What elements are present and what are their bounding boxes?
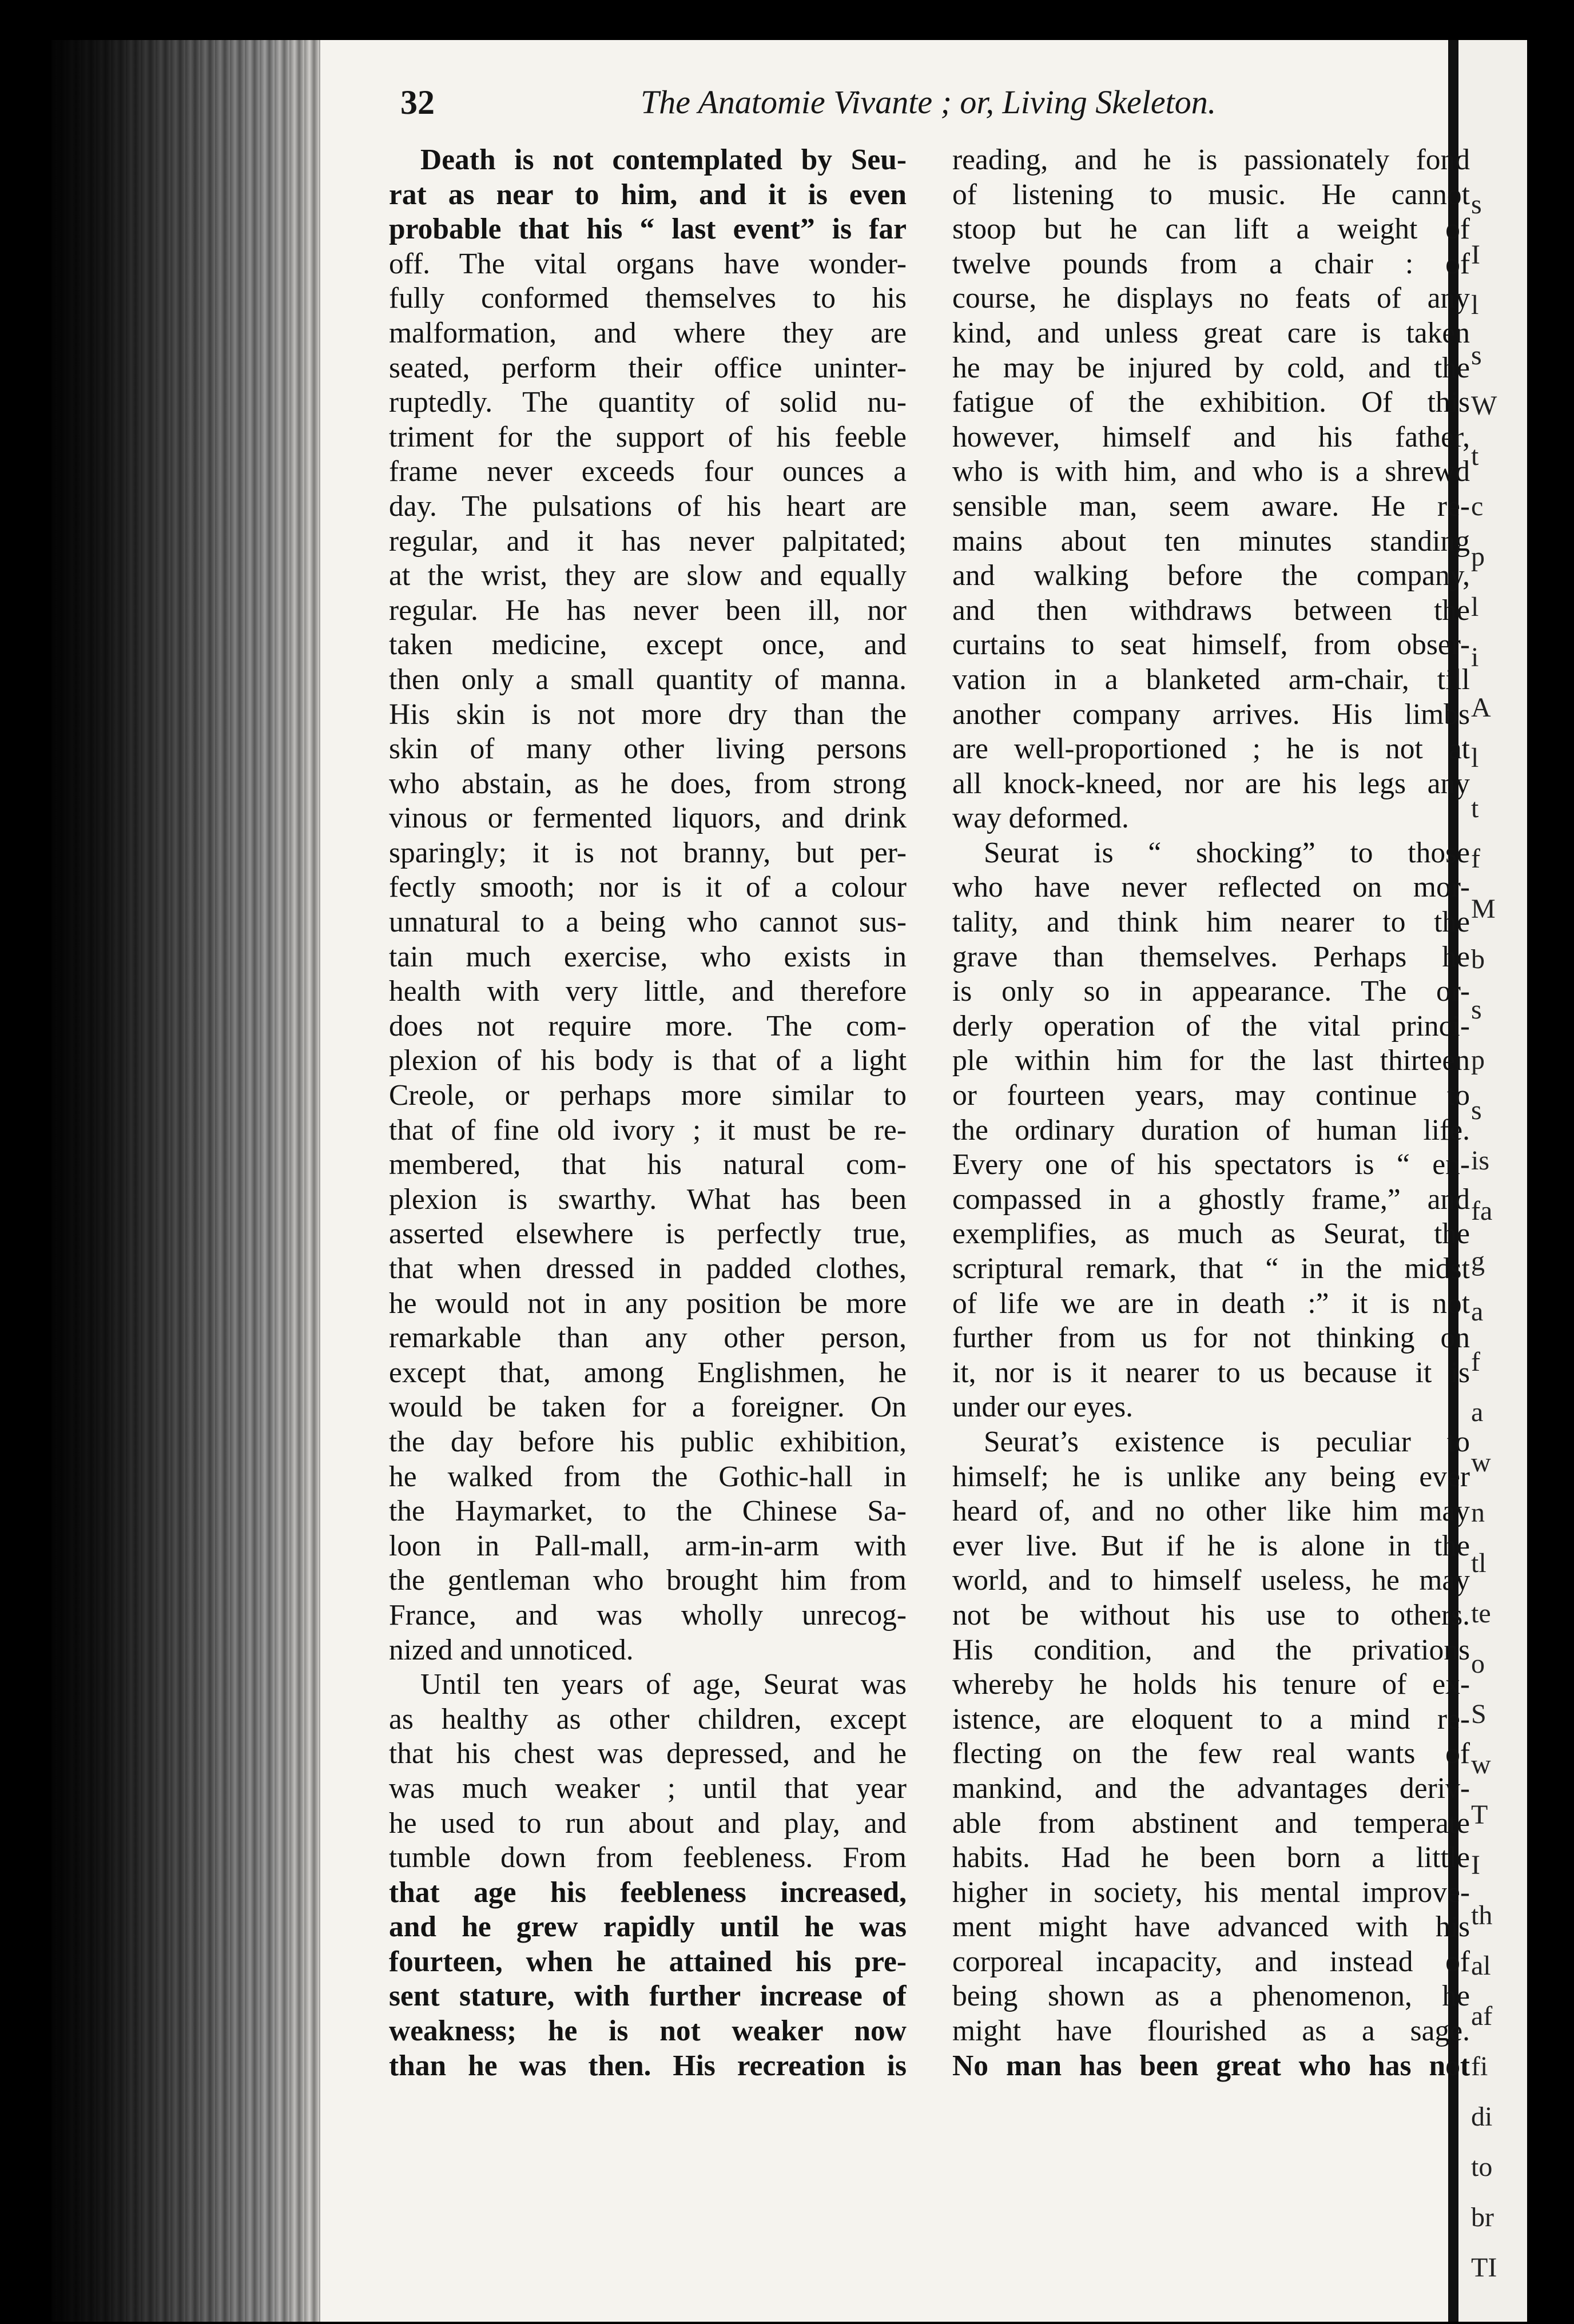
text-line: loon in Pall-mall, arm-in-arm with [389, 1529, 907, 1562]
adjacent-page-fragment: i [1471, 642, 1479, 672]
text-line: kind, and unless great care is taken [952, 316, 1470, 349]
text-line: was much weaker ; until that year [389, 1772, 907, 1805]
adjacent-page-fragment: n [1471, 1498, 1485, 1528]
text-line: derly operation of the vital princi- [952, 1009, 1470, 1042]
adjacent-page-fragment: s [1471, 1095, 1482, 1125]
adjacent-page-fragment: l [1471, 743, 1479, 773]
text-line: that his chest was depressed, and he [389, 1737, 907, 1770]
text-line: stoop but he can lift a weight of [952, 213, 1470, 246]
text-line: does not require more. The com- [389, 1009, 907, 1042]
text-line: way deformed. [952, 802, 1129, 835]
text-line: he would not in any position be more [389, 1287, 907, 1320]
text-line: fectly smooth; nor is it of a colour [389, 871, 907, 904]
text-line: mains about ten minutes standing [952, 524, 1470, 558]
text-line: exemplifies, as much as Seurat, the [952, 1217, 1470, 1251]
text-line: plexion is swarthy. What has been [389, 1183, 907, 1216]
text-line: able from abstinent and temperate [952, 1806, 1470, 1840]
text-line: all knock-kneed, nor are his legs any [952, 767, 1470, 800]
text-line: of listening to music. He cannot [952, 178, 1470, 211]
text-line: however, himself and his father, [952, 420, 1470, 453]
text-line: skin of many other living persons [389, 733, 907, 766]
text-line: whereby he holds his tenure of ex- [952, 1668, 1470, 1701]
text-line: under our eyes. [952, 1391, 1134, 1424]
adjacent-page-fragment: g [1471, 1246, 1485, 1276]
page-number: 32 [400, 83, 435, 121]
text-line: regular, and it has never palpitated; [389, 524, 907, 558]
text-line: weakness; he is not weaker now [389, 2015, 907, 2048]
text-line: is only so in appearance. The or- [952, 975, 1470, 1008]
text-line: off. The vital organs have wonder- [389, 247, 907, 280]
adjacent-page-fragment: o [1471, 1649, 1485, 1679]
adjacent-page-fragment: p [1471, 1045, 1485, 1075]
text-line: the ordinary duration of human life. [952, 1113, 1470, 1147]
text-line: reading, and he is passionately fond [952, 144, 1470, 176]
text-line: Death is not contemplated by Seu- [420, 144, 907, 176]
text-line: flecting on the few real wants of [952, 1737, 1470, 1770]
text-line: might have flourished as a sage. [952, 2015, 1470, 2048]
adjacent-page-fragment: T [1471, 1800, 1488, 1830]
text-line: than he was then. His recreation is [389, 2049, 907, 2082]
text-line: it, nor is it nearer to us because it is [952, 1356, 1470, 1389]
text-line: tality, and think him nearer to the [952, 906, 1470, 939]
text-line: France, and was wholly unrecog- [389, 1598, 907, 1631]
adjacent-page-fragment: s [1471, 994, 1482, 1025]
text-line: except that, among Englishmen, he [389, 1356, 907, 1389]
text-line: Every one of his spectators is “ en- [952, 1148, 1470, 1181]
text-line: who abstain, as he does, from strong [389, 767, 907, 800]
adjacent-page-fragment: br [1471, 2202, 1494, 2233]
text-line: fourteen, when he attained his pre- [389, 1945, 907, 1978]
page-header [400, 83, 1487, 129]
adjacent-page-fragment: al [1471, 1951, 1491, 1981]
adjacent-page-fragment: W [1471, 391, 1497, 421]
text-line: being shown as a phenomenon, he [952, 1980, 1470, 2013]
text-line: day. The pulsations of his heart are [389, 490, 907, 523]
text-line: sent stature, with further increase of [389, 1980, 907, 2013]
text-line: and then withdraws between the [952, 594, 1470, 627]
adjacent-page-fragment: th [1471, 1900, 1493, 1931]
adjacent-page-fragment: b [1471, 944, 1485, 974]
adjacent-page-fragment: di [1471, 2102, 1493, 2132]
text-line: corporeal incapacity, and instead of [952, 1945, 1470, 1978]
text-line: further from us for not thinking on [952, 1322, 1470, 1355]
text-line: frame never exceeds four ounces a [389, 455, 907, 488]
text-line: compassed in a ghostly frame,” and [952, 1183, 1470, 1216]
adjacent-page-fragment: af [1471, 2001, 1493, 2031]
text-line: at the wrist, they are slow and equally [389, 559, 907, 592]
text-line: ment might have advanced with his [952, 1911, 1470, 1944]
text-line: higher in society, his mental improve- [952, 1876, 1470, 1909]
adjacent-page-fragment: a [1471, 1397, 1484, 1427]
text-line: malformation, and where they are [389, 316, 907, 349]
text-line: another company arrives. His limbs [952, 698, 1470, 731]
adjacent-page-fragment: f [1471, 843, 1480, 874]
text-line: scriptural remark, that “ in the midst [952, 1252, 1470, 1285]
text-line: would be taken for a foreigner. On [389, 1391, 907, 1424]
adjacent-page-fragment: I [1471, 240, 1480, 270]
text-line: he walked from the Gothic-hall in [389, 1460, 907, 1493]
text-line: vation in a blanketed arm-chair, till [952, 663, 1470, 696]
binding-gutter-shadow [51, 40, 320, 2322]
text-line: ever live. But if he is alone in the [952, 1529, 1470, 1562]
text-line: istence, are eloquent to a mind re- [952, 1702, 1470, 1736]
text-line: Creole, or perhaps more similar to [389, 1079, 907, 1112]
text-line: of life we are in death :” it is not [952, 1287, 1470, 1320]
text-line: triment for the support of his feeble [389, 420, 907, 453]
text-line: that of fine old ivory ; it must be re- [389, 1113, 907, 1147]
text-line: habits. Had he been born a little [952, 1841, 1470, 1875]
adjacent-page-fragment: w [1471, 1447, 1491, 1478]
text-line: then only a small quantity of manna. [389, 663, 907, 696]
adjacent-page-fragment: M [1471, 894, 1496, 924]
adjacent-page-fragment: s [1471, 189, 1482, 220]
adjacent-page-fragment: tl [1471, 1548, 1486, 1578]
adjacent-page-fragment: to [1471, 2152, 1493, 2182]
adjacent-page-fragment: l [1471, 592, 1479, 622]
text-line: seated, perform their office uninter- [389, 351, 907, 384]
text-line: regular. He has never been ill, nor [389, 594, 907, 627]
text-line: Seurat is “ shocking” to those [984, 836, 1470, 869]
text-line: mankind, and the advantages deriv- [952, 1772, 1470, 1805]
text-line: remarkable than any other person, [389, 1322, 907, 1355]
text-line: curtains to seat himself, from obser- [952, 628, 1470, 662]
adjacent-page-fragment: S [1471, 1699, 1486, 1729]
text-line: His skin is not more dry than the [389, 698, 907, 731]
text-line: heard of, and no other like him may [952, 1495, 1470, 1528]
text-line: vinous or fermented liquors, and drink [389, 802, 907, 835]
text-line: Until ten years of age, Seurat was [420, 1668, 907, 1701]
text-line: tain much exercise, who exists in [389, 940, 907, 973]
text-line: Seurat’s existence is peculiar to [984, 1425, 1470, 1458]
adjacent-page-fragment: te [1471, 1598, 1491, 1629]
text-line: twelve pounds from a chair : of [952, 247, 1470, 280]
text-line: rat as near to him, and it is even [389, 178, 907, 211]
text-line: who is with him, and who is a shrewd [952, 455, 1470, 488]
text-line: and he grew rapidly until he was [389, 1911, 907, 1944]
text-line: nized and unnoticed. [389, 1633, 634, 1666]
text-line: himself; he is unlike any being ever [952, 1460, 1470, 1493]
adjacent-page-fragment: A [1471, 693, 1491, 723]
text-line: sparingly; it is not branny, but per- [389, 836, 907, 869]
adjacent-page-fragment: is [1471, 1145, 1490, 1176]
text-line: that age his feebleness increased, [389, 1876, 907, 1909]
running-title: The Anatomie Vivante ; or, Living Skeleton. [641, 83, 1217, 121]
adjacent-page-fragment: f [1471, 1347, 1480, 1377]
text-line: who have never reflected on mor- [952, 871, 1470, 904]
text-line: the Haymarket, to the Chinese Sa- [389, 1495, 907, 1528]
adjacent-page-fragment: fi [1471, 2051, 1488, 2082]
adjacent-page-fragment: p [1471, 542, 1485, 572]
text-line: His condition, and the privations [952, 1633, 1470, 1666]
text-line: taken medicine, except once, and [389, 628, 907, 662]
text-line: that when dressed in padded clothes, [389, 1252, 907, 1285]
text-line: the gentleman who brought him from [389, 1564, 907, 1597]
text-line: asserted elsewhere is perfectly true, [389, 1217, 907, 1251]
text-line: course, he displays no feats of any [952, 282, 1470, 315]
adjacent-page-fragment: t [1471, 793, 1479, 823]
text-line: ple within him for the last thirteen [952, 1044, 1470, 1077]
text-line: as healthy as other children, except [389, 1702, 907, 1736]
text-line: he may be injured by cold, and the [952, 351, 1470, 384]
text-line: sensible man, seem aware. He re- [952, 490, 1470, 523]
text-line: plexion of his body is that of a light [389, 1044, 907, 1077]
text-line: are well-proportioned ; he is not at [952, 733, 1470, 766]
text-line: grave than themselves. Perhaps he [952, 940, 1470, 973]
text-line: health with very little, and therefore [389, 975, 907, 1008]
text-line: and walking before the company, [952, 559, 1470, 592]
text-line: fatigue of the exhibition. Of this [952, 386, 1470, 419]
text-line: No man has been great who has not [952, 2049, 1470, 2082]
text-line: ruptedly. The quantity of solid nu- [389, 386, 907, 419]
text-line: tumble down from feebleness. From [389, 1841, 907, 1875]
adjacent-page-fragment: fa [1471, 1196, 1493, 1226]
adjacent-page-fragment: l [1471, 290, 1479, 320]
text-line: unnatural to a being who cannot sus- [389, 906, 907, 939]
adjacent-page-fragment: s [1471, 340, 1482, 371]
text-column-left [389, 143, 907, 2083]
text-line: probable that his “ last event” is far [389, 213, 907, 246]
text-line: the day before his public exhibition, [389, 1425, 907, 1458]
adjacent-page-fragment: TI [1471, 2253, 1497, 2283]
adjacent-page-fragment: I [1471, 1850, 1480, 1880]
text-line: membered, that his natural com- [389, 1148, 907, 1181]
adjacent-page-fragment: a [1471, 1296, 1484, 1327]
text-line: world, and to himself useless, he may [952, 1564, 1470, 1597]
adjacent-page-fragment: t [1471, 441, 1479, 471]
adjacent-page-fragment: w [1471, 1749, 1491, 1780]
text-line: or fourteen years, may continue to [952, 1079, 1470, 1112]
text-line: he used to run about and play, and [389, 1806, 907, 1840]
text-line: not be without his use to others. [952, 1598, 1470, 1631]
adjacent-page-fragment: c [1471, 491, 1484, 522]
text-column-right [952, 143, 1470, 2083]
text-line: fully conformed themselves to his [389, 282, 907, 315]
